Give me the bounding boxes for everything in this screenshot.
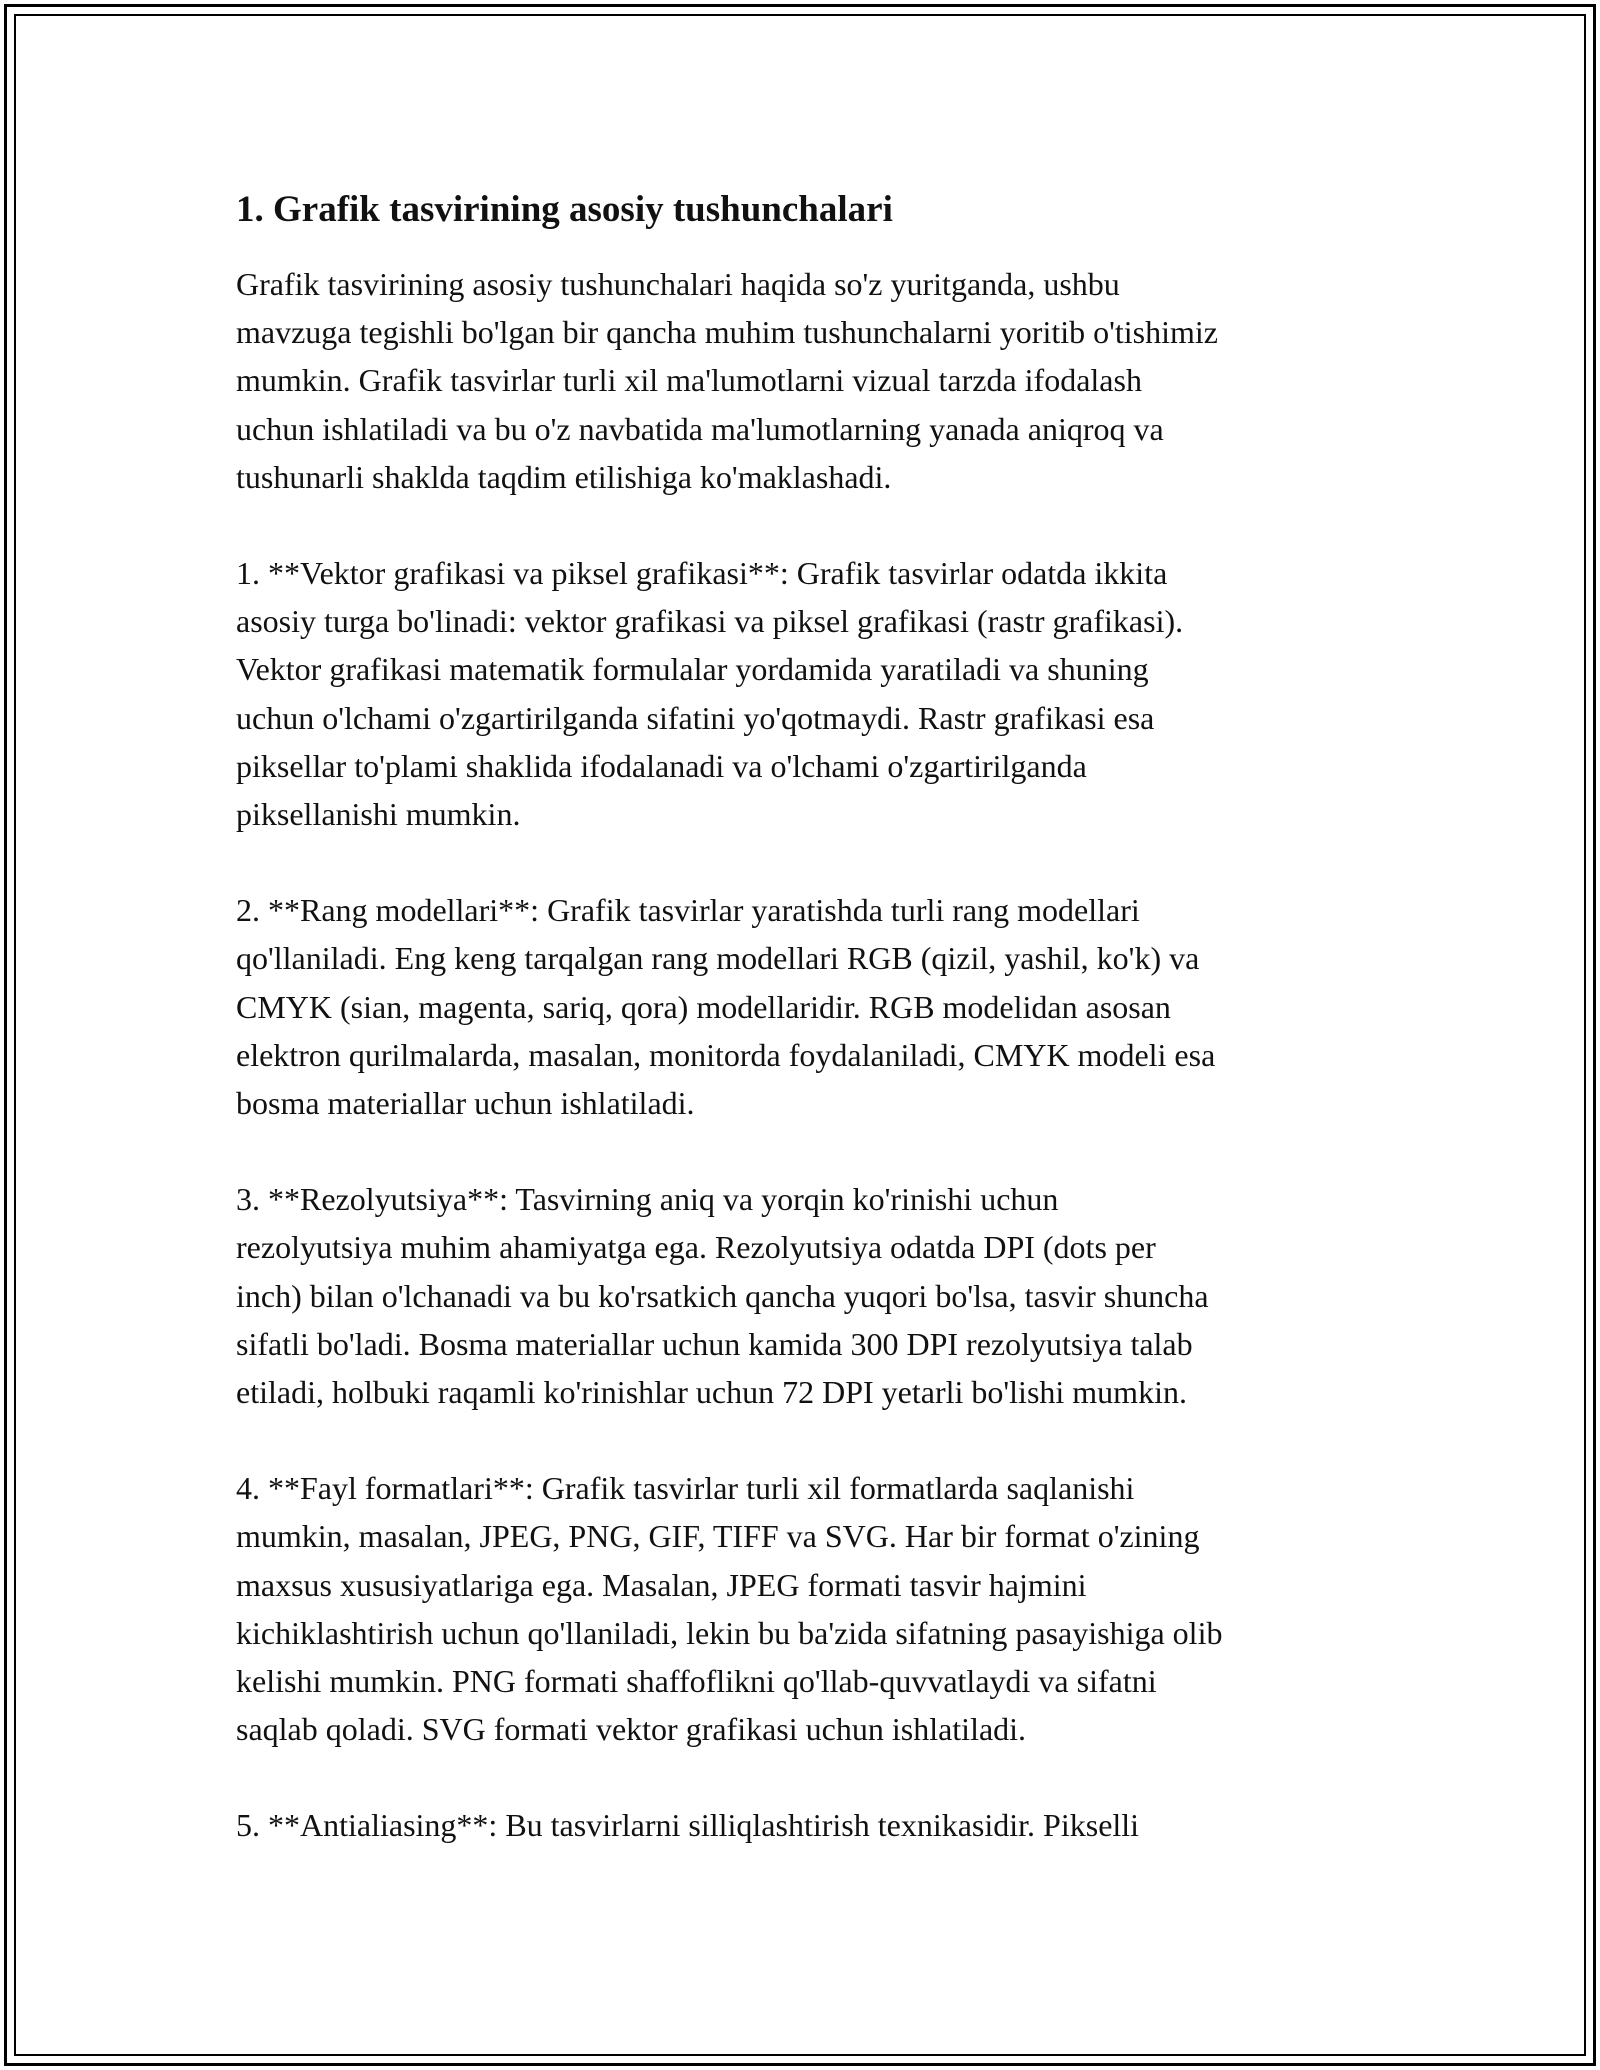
text-line: 1. **Vektor grafikasi va piksel grafikasi**: Grafik tasvirlar odatda ikkita xyxy=(236,555,1168,592)
document-body xyxy=(236,186,1386,1898)
text-line: etiladi, holbuki raqamli ko'rinishlar uchun 72 DPI yetarli bo'lishi mumkin. xyxy=(236,1374,1187,1411)
paragraph-antialiasing xyxy=(236,1801,1386,1849)
text-line: uchun o'lchami o'zgartirilganda sifatini yo'qotmaydi. Rastr grafikasi esa xyxy=(236,699,1155,736)
text-line: CMYK (sian, magenta, sariq, qora) modellaridir. RGB modelidan asosan xyxy=(236,988,1171,1025)
text-line: tushunarli shaklda taqdim etilishiga ko'maklashadi. xyxy=(236,458,892,495)
text-line: inch) bilan o'lchanadi va bu ko'rsatkich qancha yuqori bo'lsa, tasvir shuncha xyxy=(236,1277,1209,1314)
paragraph-file-formats xyxy=(236,1464,1386,1753)
text-line: 4. **Fayl formatlari**: Grafik tasvirlar turli xil formatlarda saqlanishi xyxy=(236,1470,1135,1507)
text-line: mumkin, masalan, JPEG, PNG, GIF, TIFF va SVG. Har bir format o'zining xyxy=(236,1518,1200,1555)
text-line: piksellar to'plami shaklida ifodalanadi va o'lchami o'zgartirilganda xyxy=(236,747,1087,784)
text-line: saqlab qoladi. SVG formati vektor grafikasi uchun ishlatiladi. xyxy=(236,1711,1027,1748)
paragraph-resolution xyxy=(236,1175,1386,1416)
text-line: uchun ishlatiladi va bu o'z navbatida ma'lumotlarning yanada aniqroq va xyxy=(236,410,1164,447)
text-line: rezolyutsiya muhim ahamiyatga ega. Rezolyutsiya odatda DPI (dots per xyxy=(236,1229,1156,1266)
text-line: Vektor grafikasi matematik formulalar yordamida yaratiladi va shuning xyxy=(236,651,1149,688)
text-line: sifatli bo'ladi. Bosma materiallar uchun kamida 300 DPI rezolyutsiya talab xyxy=(236,1325,1193,1362)
paragraph-vector-raster xyxy=(236,549,1386,838)
text-line: asosiy turga bo'linadi: vektor grafikasi va piksel grafikasi (rastr grafikasi). xyxy=(236,603,1184,640)
text-line: qo'llaniladi. Eng keng tarqalgan rang modellari RGB (qizil, yashil, ko'k) va xyxy=(236,940,1200,977)
text-line: Grafik tasvirining asosiy tushunchalari haqida so'z yuritganda, ushbu xyxy=(236,266,1120,302)
text-line: bosma materiallar uchun ishlatiladi. xyxy=(236,1085,695,1122)
paragraph-color-models xyxy=(236,886,1386,1127)
text-line: mumkin. Grafik tasvirlar turli xil ma'lumotlarni vizual tarzda ifodalash xyxy=(236,362,1142,399)
text-line: piksellanishi mumkin. xyxy=(236,796,521,833)
text-line: elektron qurilmalarda, masalan, monitorda foydalaniladi, CMYK modeli esa xyxy=(236,1036,1216,1073)
document-title: 1. Grafik tasvirining asosiy tushunchalari xyxy=(236,189,893,230)
text-line: kelishi mumkin. PNG formati shaffoflikni qo'llab-quvvatlaydi va sifatni xyxy=(236,1663,1157,1700)
text-line: 3. **Rezolyutsiya**: Tasvirning aniq va yorqin ko'rinishi uchun xyxy=(236,1181,1059,1218)
text-line: kichiklashtirish uchun qo'llaniladi, lekin bu ba'zida sifatning pasayishiga olib xyxy=(236,1614,1223,1651)
text-line: maxsus xususiyatlariga ega. Masalan, JPEG formati tasvir hajmini xyxy=(236,1566,1087,1603)
text-line: 5. **Antialiasing**: Bu tasvirlarni silliqlashtirish texnikasidir. Pikselli xyxy=(236,1807,1140,1844)
text-line: mavzuga tegishli bo'lgan bir qancha muhim tushunchalarni yoritib o'tishimiz xyxy=(236,314,1218,351)
intro-paragraph xyxy=(236,260,1386,501)
text-line: 2. **Rang modellari**: Grafik tasvirlar yaratishda turli rang modellari xyxy=(236,892,1140,929)
